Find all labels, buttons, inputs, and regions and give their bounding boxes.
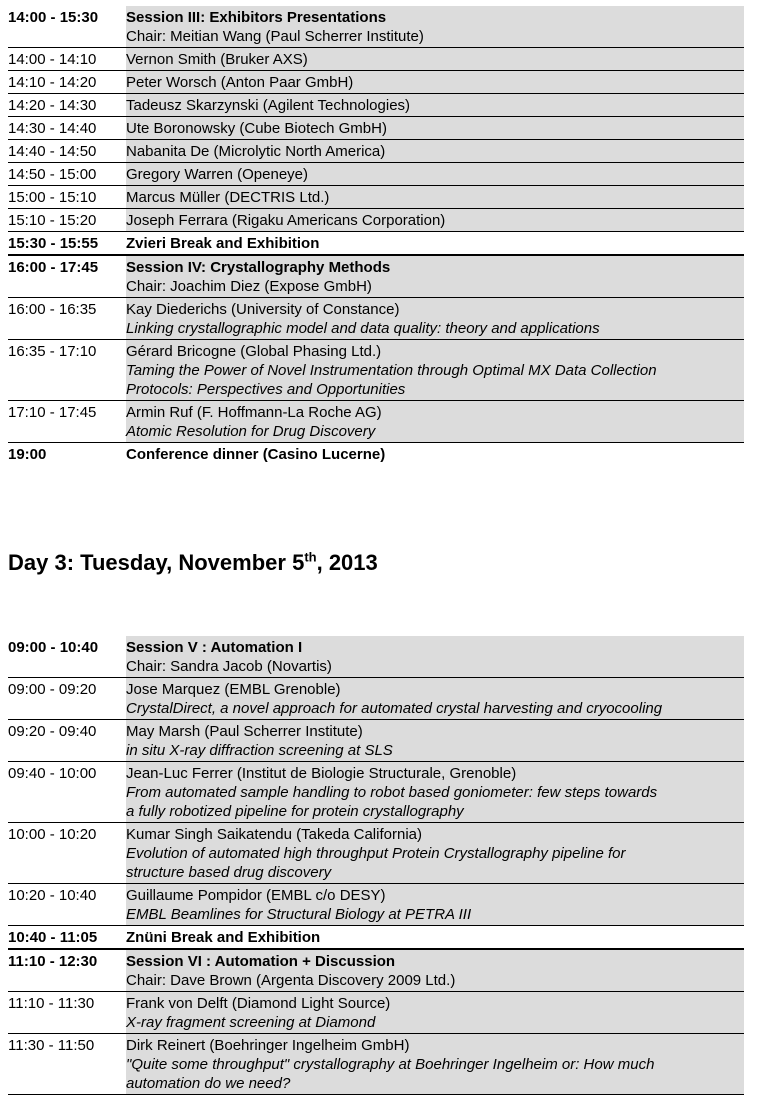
talk-speaker: Peter Worsch (Anton Paar GmbH) [126,74,354,91]
talk-speaker: Marcus Müller (DECTRIS Ltd.) [126,189,330,206]
talk-time: 17:10 - 17:45 [8,404,97,421]
session-row [8,636,744,678]
talk-row [8,209,744,232]
talk-title: CrystalDirect, a novel approach for automated crystal harvesting and cryocooling [126,700,663,717]
talk-title-cont: a fully robotized pipeline for protein crystallography [126,803,464,820]
session-content [126,950,744,991]
talk-title: Atomic Resolution for Drug Discovery [126,423,376,440]
talk-row [8,884,744,926]
talk-speaker: Dirk Reinert (Boehringer Ingelheim GmbH) [126,1037,410,1054]
talk-content [126,678,744,719]
talk-row [8,94,744,117]
talk-content [126,884,744,925]
day3-heading-prefix: Day 3: Tuesday, November 5 [8,550,305,575]
talk-time: 10:20 - 10:40 [8,887,97,904]
talk-time: 11:10 - 11:30 [8,995,95,1012]
session-row [8,950,744,992]
talk-content [126,992,744,1033]
talk-time: 16:35 - 17:10 [8,343,97,360]
talk-time: 14:10 - 14:20 [8,74,97,91]
talk-row [8,762,744,823]
talk-content [126,823,744,883]
session-title: Session III: Exhibitors Presentations [126,9,387,26]
session-chair: Chair: Sandra Jacob (Novartis) [126,658,332,675]
talk-row [8,823,744,884]
session-title: Session VI : Automation + Discussion [126,953,396,970]
talk-content [126,1034,744,1094]
session-time: 14:00 - 15:30 [8,9,99,26]
talk-speaker: Kay Diederichs (University of Constance) [126,301,400,318]
session-time: 09:00 - 10:40 [8,639,99,656]
day3-heading [8,550,378,576]
talk-title: EMBL Beamlines for Structural Biology at PETRA III [126,906,472,923]
talk-content [126,209,744,231]
break-title: Zvieri Break and Exhibition [126,232,744,254]
talk-time: 09:40 - 10:00 [8,765,97,782]
talk-time: 11:30 - 11:50 [8,1037,95,1054]
talk-time: 14:00 - 14:10 [8,51,97,68]
session-time: 16:00 - 17:45 [8,259,99,276]
talk-speaker: Frank von Delft (Diamond Light Source) [126,995,391,1012]
talk-row [8,48,744,71]
break-title: Znüni Break and Exhibition [126,926,744,948]
talk-content [126,140,744,162]
talk-time: 14:40 - 14:50 [8,143,97,160]
talk-row [8,71,744,94]
talk-time: 15:00 - 15:10 [8,189,97,206]
talk-row [8,720,744,762]
talk-speaker: Armin Ruf (F. Hoffmann-La Roche AG) [126,404,382,421]
dinner-row [8,443,744,465]
talk-time: 14:50 - 15:00 [8,166,97,183]
talk-content [126,48,744,70]
talk-row [8,186,744,209]
session-chair: Chair: Meitian Wang (Paul Scherrer Institute) [126,28,424,45]
session-chair: Chair: Joachim Diez (Expose GmbH) [126,278,372,295]
talk-speaker: May Marsh (Paul Scherrer Institute) [126,723,363,740]
talk-title-cont: automation do we need? [126,1075,291,1092]
session-row [8,6,744,48]
break-time: 10:40 - 11:05 [8,929,98,946]
talk-row [8,117,744,140]
talk-row [8,992,744,1034]
session-row [8,256,744,298]
talk-content [126,117,744,139]
dinner-title: Conference dinner (Casino Lucerne) [126,443,744,465]
session-chair: Chair: Dave Brown (Argenta Discovery 2009 Ltd.) [126,972,456,989]
talk-time: 14:20 - 14:30 [8,97,97,114]
talk-row [8,140,744,163]
talk-time: 16:00 - 16:35 [8,301,97,318]
talk-speaker: Jose Marquez (EMBL Grenoble) [126,681,341,698]
talk-speaker: Gregory Warren (Openeye) [126,166,309,183]
talk-speaker: Ute Boronowsky (Cube Biotech GmbH) [126,120,387,137]
talk-title: Evolution of automated high throughput Protein Crystallography pipeline for [126,845,626,862]
talk-speaker: Jean-Luc Ferrer (Institut de Biologie Structurale, Grenoble) [126,765,517,782]
talk-content [126,762,744,822]
schedule-block-day3-morning [8,636,744,1095]
break-row [8,232,744,256]
talk-title: Linking crystallographic model and data quality: theory and applications [126,320,600,337]
dinner-time: 19:00 [8,446,47,463]
session-content [126,6,744,47]
talk-row [8,1034,744,1095]
talk-content [126,186,744,208]
talk-content [126,340,744,400]
talk-content [126,163,744,185]
talk-speaker: Tadeusz Skarzynski (Agilent Technologies) [126,97,411,114]
talk-content [126,71,744,93]
talk-title: X-ray fragment screening at Diamond [126,1014,376,1031]
talk-time: 09:20 - 09:40 [8,723,97,740]
day3-heading-suffix: , 2013 [316,550,378,575]
talk-speaker: Kumar Singh Saikatendu (Takeda California) [126,826,422,843]
talk-row [8,163,744,186]
talk-title: "Quite some throughput" crystallography at Boehringer Ingelheim or: How much [126,1056,655,1073]
talk-content [126,720,744,761]
schedule-block-day2-afternoon [8,6,744,465]
session-time: 11:10 - 12:30 [8,953,98,970]
talk-content [126,94,744,116]
talk-time: 09:00 - 09:20 [8,681,97,698]
talk-row [8,340,744,401]
talk-title-cont: structure based drug discovery [126,864,332,881]
session-title: Session V : Automation I [126,639,303,656]
talk-content [126,401,744,442]
talk-speaker: Guillaume Pompidor (EMBL c/o DESY) [126,887,386,904]
talk-speaker: Gérard Bricogne (Global Phasing Ltd.) [126,343,382,360]
talk-row [8,401,744,443]
talk-title: From automated sample handling to robot based goniometer: few steps towards [126,784,658,801]
talk-title-cont: Protocols: Perspectives and Opportunities [126,381,406,398]
talk-speaker: Vernon Smith (Bruker AXS) [126,51,308,68]
talk-speaker: Joseph Ferrara (Rigaku Americans Corporation) [126,212,446,229]
talk-row [8,678,744,720]
talk-row [8,298,744,340]
talk-time: 14:30 - 14:40 [8,120,97,137]
break-time: 15:30 - 15:55 [8,235,99,252]
talk-content [126,298,744,339]
break-row [8,926,744,950]
talk-time: 10:00 - 10:20 [8,826,97,843]
session-title: Session IV: Crystallography Methods [126,259,391,276]
session-content [126,256,744,297]
talk-speaker: Nabanita De (Microlytic North America) [126,143,386,160]
day3-heading-sup: th [304,549,317,565]
session-content [126,636,744,677]
talk-title: Taming the Power of Novel Instrumentation through Optimal MX Data Collection [126,362,657,379]
talk-time: 15:10 - 15:20 [8,212,97,229]
talk-title: in situ X-ray diffraction screening at SLS [126,742,393,759]
